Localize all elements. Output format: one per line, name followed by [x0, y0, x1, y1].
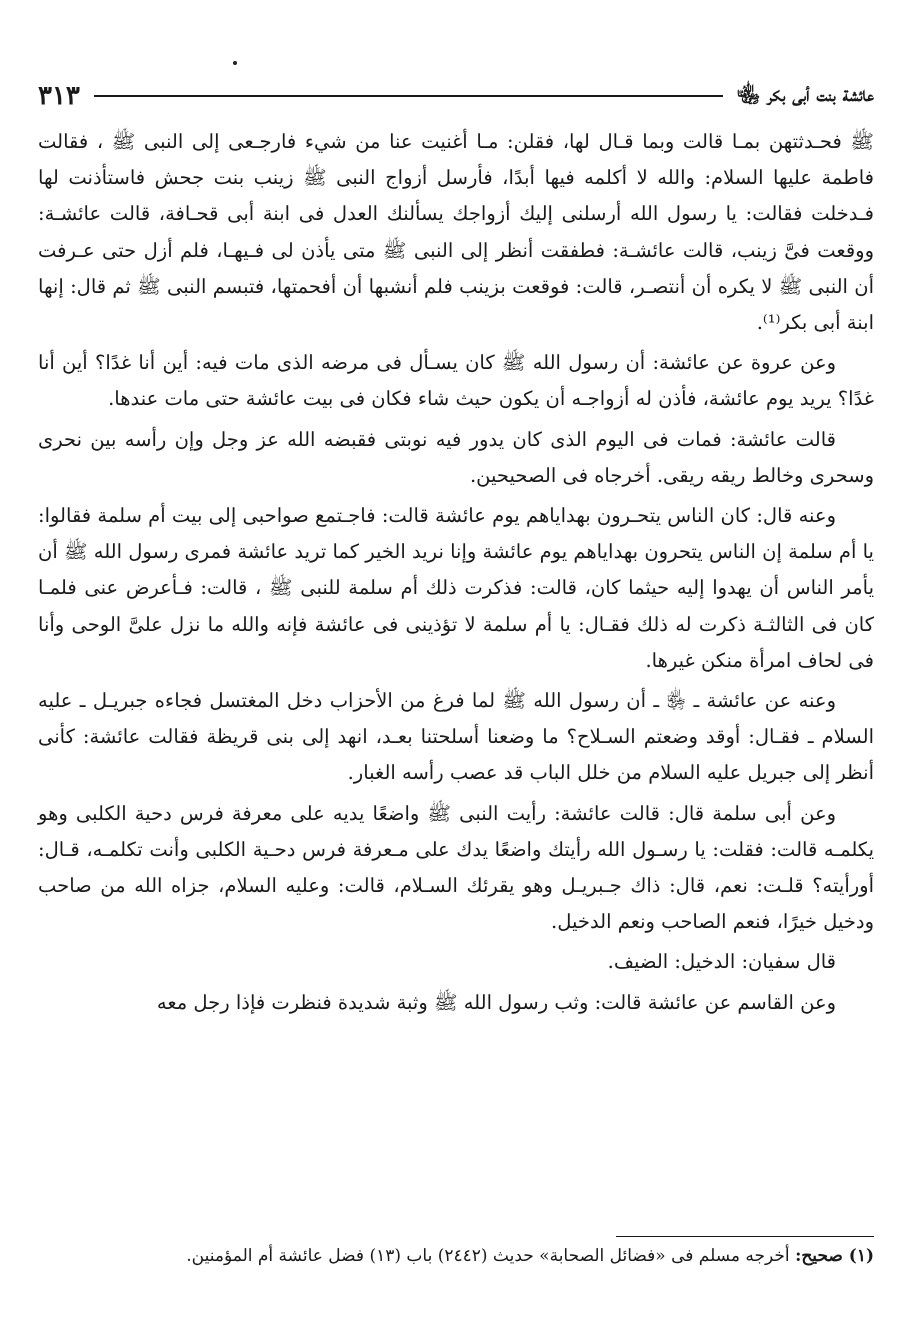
paragraph-2: وعن عروة عن عائشة: أن رسول الله ﷺ كان يسـأل فى مرضه الذى مات فيه: أين أنا غدًا؟ أين أنا غدًا؟ يريد يوم عائشة، فأذن له أزواجـه أن يكون حيث شاء فكان فى بيت عائشة حتى مات عندها.: [38, 351, 874, 411]
paragraph-7: قال سفيان: الدخيل: الضيف.: [607, 950, 836, 974]
footnote-label: (١) صحيح:: [795, 1246, 874, 1266]
footnote: [38, 1243, 874, 1269]
ink-speck: [233, 61, 237, 65]
footnote-text: أخرجه مسلم فى «فضائل الصحابة» حديث (٢٤٤٢) باب (١٣) فضل عائشة أم المؤمنين.: [186, 1246, 790, 1266]
paragraph-6: وعن أبى سلمة قال: قالت عائشة: رأيت النبى ﷺ واضعًا يديه على معرفة فرس دحية الكلبى وهو يكلمـه قالت: فقلت: يا رسـول الله رأيتك واضعًا يدك على مـعرفة فرس دحـية الكلبى وأنت تكلمـه، قـال: أورأيته؟ قلـت: نعم، قال: ذاك جـبريـل وهو يقرئك السـلام، قالت: وعليه السلام، جزاه الله من صاحب ودخيل خيرًا، فنعم الصاحب ونعم الدخيل.: [38, 801, 874, 934]
running-header: [38, 76, 874, 116]
paragraph-1: ﷺ فحـدثتهن بمـا قالت وبما قـال لها، فقلن: مـا أغنيت عنا من شيء فارجـعى إلى النبى ﷺ ، فقالت فاطمة عليها السلام: والله لا أكلمه فيها أبدًا، فأرسل أزواج النبى ﷺ زينب بنت جحش فاستأذنت لها فـدخلت فقالت: يا رسول الله أرسلنى إليك أزواجك يسألنك العدل فى ابنة أبى قحـافة، قالت عائشـة: ووقعت فىَّ زينب، قالت عائشـة: فطفقت أنظر إلى النبى ﷺ متى يأذن لى فـيهـا، فلم أزل حتى عـرفت أن النبى ﷺ لا يكره أن أنتصـر، قالت: فوقعت بزينب فلم أنشبها أن أفحمتها، فتبسم النبى ﷺ ثم قال: إنها ابنة أبى بكر⁽¹⁾.: [38, 130, 874, 335]
paragraph-3: قالت عائشة: فمات فى اليوم الذى كان يدور فيه نوبتى فقبضه الله عز وجل وإن رأسه بين نحرى وسحرى وخالط ريقه ريقى. أخرجاه فى الصحيحين.: [38, 427, 874, 487]
body-text: [38, 124, 874, 1204]
footnote-rule: [616, 1236, 874, 1237]
header-rule: [94, 95, 723, 97]
paragraph-4: وعنه قال: كان الناس يتحـرون بهداياهم يوم عائشة قالت: فاجـتمع صواحبى إلى بيت أم سلمة فقالوا: يا أم سلمة إن الناس يتحرون بهداياهم يوم عائشة وإنا نريد الخير كما تريد عائشة فمرى رسول الله ﷺ أن يأمر الناس أن يهدوا إليه حيثما كان، قالت: فذكرت ذلك أم سلمة للنبى ﷺ ، قالت: فـأعرض عنى فلمـا كان فى الثالثـة ذكرت له ذلك فقـال: يا أم سلمة لا تؤذينى فى عائشة فإنه والله ما نزل علىَّ الوحى وأنا فى لحاف امرأة منكن غيرها.: [38, 504, 874, 672]
paragraph-5: وعنه عن عائشة ـ ﵂ ـ أن رسول الله ﷺ لما فرغ من الأحزاب دخل المغتسل فجاءه جبريـل ـ عليه السلام ـ فقـال: أوقد وضعتم السـلاح؟ ما وضعنا أسلحتنا بعـد، انهد إلى بنى قريظة فقالت عائشة: كأنى أنظر إلى جبريل عليه السلام من خلل الباب قد عصب رأسه الغبار.: [38, 689, 874, 785]
page-number: ٣١٣: [38, 81, 80, 111]
chapter-title: عائشة بنت أبى بكر ﵄: [736, 81, 874, 106]
paragraph-8: وعن القاسم عن عائشة قالت: وثب رسول الله ﷺ وثبة شديدة فنظرت فإذا رجل معه: [156, 990, 836, 1014]
